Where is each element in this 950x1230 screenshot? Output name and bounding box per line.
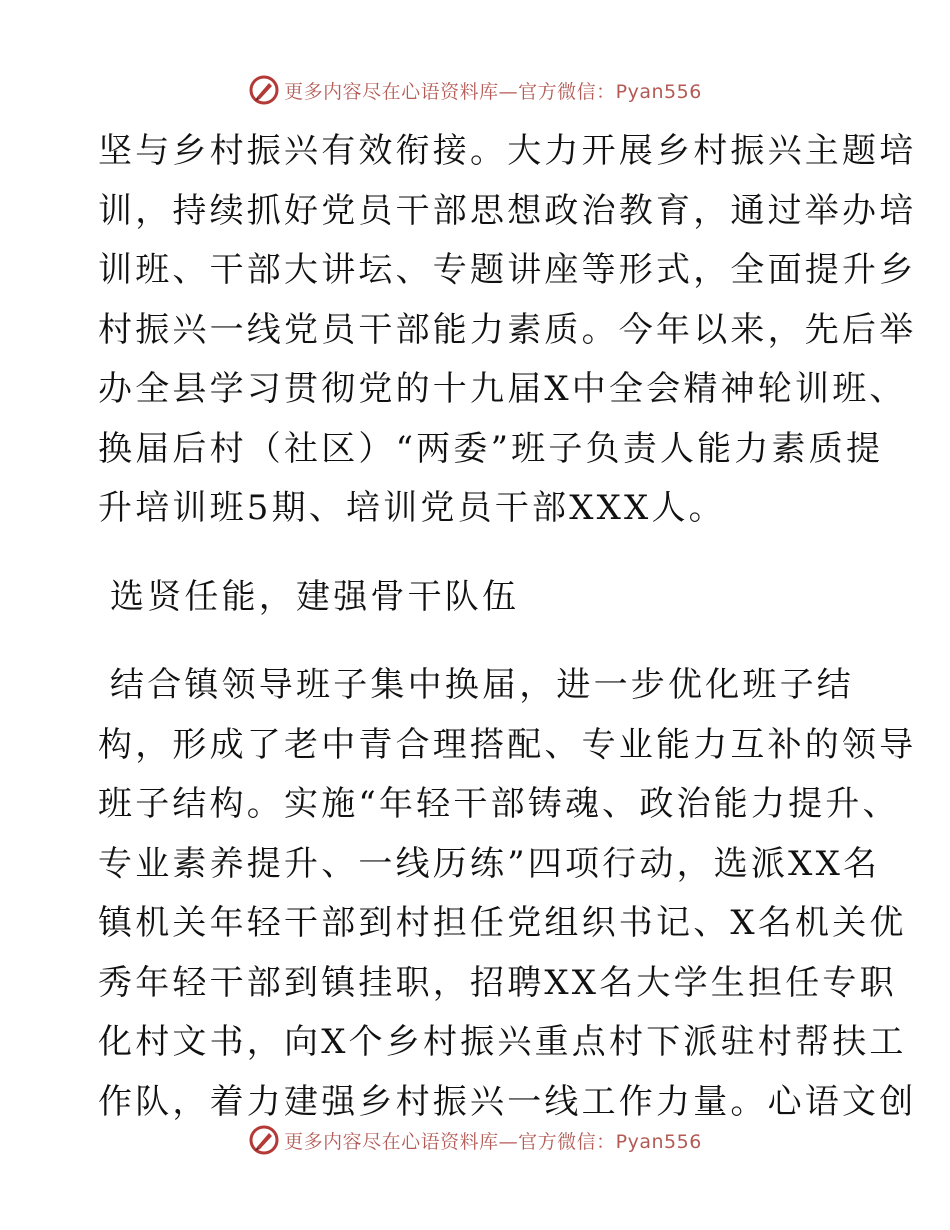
text-line: 镇机关年轻干部到村担任党组织书记、X名机关优 [98,903,907,943]
text-line: 办全县学习贯彻党的十九届X中全会精神轮训班、 [98,369,907,409]
document-body [98,122,917,1132]
text-line: 结合镇领导班子集中换届，进一步优化班子结 [110,665,854,705]
paragraph-1 [98,122,917,539]
paragraph-2 [98,656,917,1132]
pen-logo-icon [248,74,280,106]
wechat-id: Pyan556 [615,80,702,103]
banner-text: 更多内容尽在心语资料库—官方微信：Pyan556 [284,80,702,103]
text-line: 坚与乡村振兴有效衔接。大力开展乡村振兴主题培 [98,131,917,171]
banner-text: 更多内容尽在心语资料库—官方微信：Pyan556 [284,1130,702,1153]
text-line: 训班、干部大讲坛、专题讲座等形式，全面提升乡 [98,250,917,290]
text-line: 作队，着力建强乡村振兴一线工作力量。心语文创 [98,1081,917,1122]
text-line: 班子结构。实施“年轻干部铸魂、政治能力提升、 [98,784,900,824]
footer-watermark-banner [0,1120,950,1160]
text-line: 训，持续抓好党员干部思想政治教育，通过举办培 [98,190,917,231]
header-watermark-banner [0,70,950,110]
text-line: 升培训班5期、培训党员干部XXX人。 [98,488,726,528]
text-line: 构，形成了老中青合理搭配、专业能力互补的领导 [98,724,917,765]
text-line: 专业素养提升、一线历练”四项行动，选派XX名 [98,843,881,884]
wechat-id: Pyan556 [615,1130,702,1153]
pen-logo-icon [248,1124,280,1156]
text-line: 秀年轻干部到镇挂职，招聘XX名大学生担任专职 [98,962,897,1003]
section-heading: 选贤任能，建强骨干队伍 [110,576,520,617]
text-line: 化村文书，向X个乡村振兴重点村下派驻村帮扶工 [98,1022,907,1062]
text-line: 换届后村（社区）“两委”班子负责人能力素质提 [98,428,884,469]
text-line: 村振兴一线党员干部能力素质。今年以来，先后举 [98,309,917,350]
